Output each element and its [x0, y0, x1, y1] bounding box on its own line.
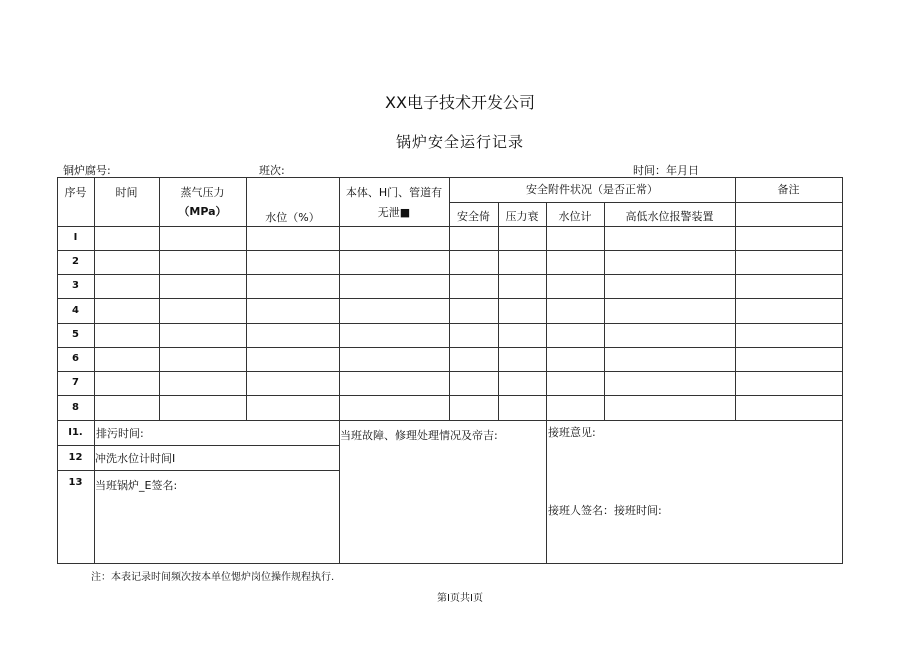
operator-sign-label: 当班锅炉_E签名: — [95, 479, 178, 492]
header-water-gauge: 水位计 — [558, 210, 592, 223]
header-alarm: 高低水位报警装置 — [625, 210, 714, 223]
handover-sign-label: 接班人签名：接班时间: — [548, 504, 662, 517]
date-label: 时间：年月日 — [633, 164, 699, 177]
row-number: 4 — [72, 305, 79, 316]
row-number: 8 — [72, 402, 79, 413]
flush-time-label: 冲洗水位计时间I — [95, 452, 176, 465]
header-body-leak: 本体、H门、管道有 — [345, 186, 443, 199]
row-number: 6 — [72, 353, 79, 364]
header-seq: 序号 — [64, 186, 87, 199]
shift-label: 班次: — [259, 164, 285, 177]
header-pressure-unit: （MPa） — [178, 205, 227, 218]
row-number: I1. — [68, 427, 83, 438]
fault-label: 当班故障、修理处理情况及帝吉: — [340, 429, 498, 442]
company-name: XX电子技术开发公司 — [385, 93, 535, 112]
page-footer: 第I页共I页 — [437, 593, 483, 604]
row-number: 5 — [72, 329, 79, 340]
row-number: 7 — [72, 377, 79, 388]
header-remark: 备注 — [777, 183, 800, 196]
row-number: 12 — [68, 452, 83, 463]
form-title: 锅炉安全运行记录 — [395, 133, 524, 151]
row-number: 2 — [72, 256, 79, 267]
header-safety-group: 安全附件状况（是否正常） — [526, 183, 658, 196]
boiler-number-label: 铜炉腐号: — [63, 164, 111, 177]
header-time: 时间 — [115, 186, 138, 199]
row-number: I — [73, 232, 78, 243]
row-number: 13 — [68, 477, 83, 488]
row-number: 3 — [72, 280, 79, 291]
drain-time-label: 排污时间: — [96, 427, 144, 440]
header-pressure-gauge: 压力衰 — [505, 210, 539, 223]
header-water-level: 水位（%） — [265, 211, 320, 224]
header-body-leak-2: 无泄■ — [377, 206, 411, 219]
header-pressure: 蒸气压力 — [180, 186, 225, 199]
header-safety-valve: 安全倚 — [457, 210, 490, 223]
note-text: 注：本表记录时间频次按本单位愢炉岗位操作规程执行. — [91, 572, 335, 583]
handover-opinion-label: 接班意见: — [548, 426, 596, 439]
